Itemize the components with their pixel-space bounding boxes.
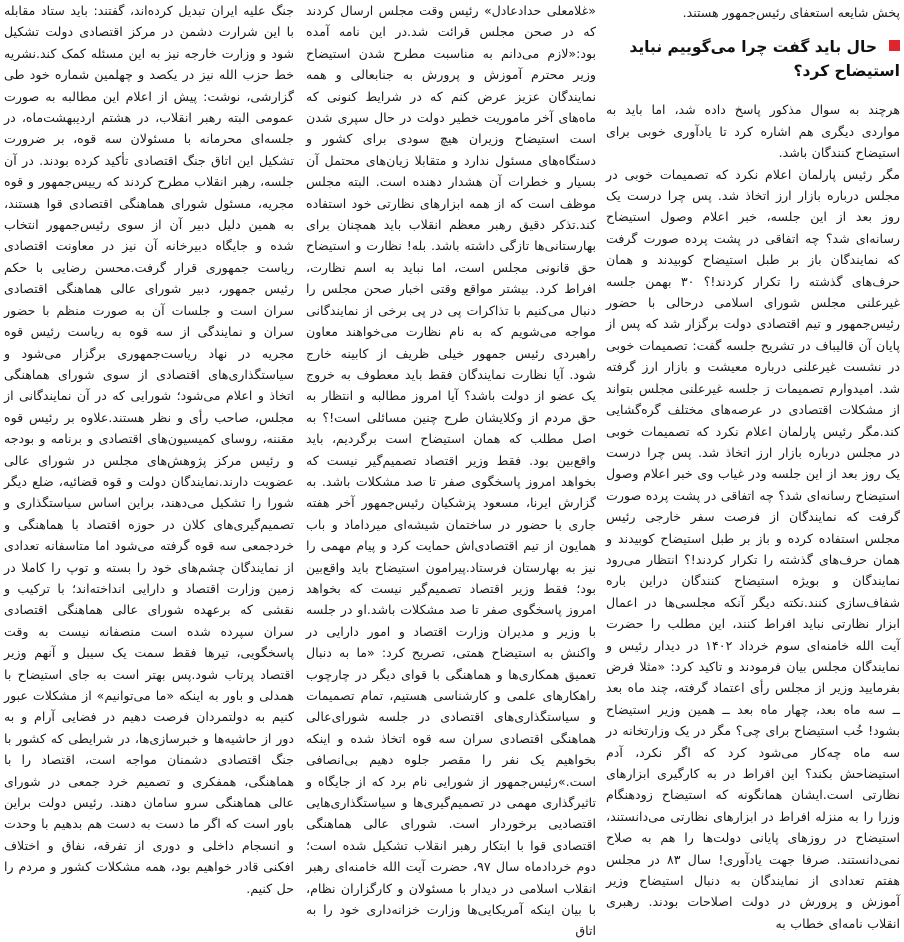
section-heading-text: حال باید گفت چرا می‌گوییم نباید استیضاح کرد؟ [629, 38, 900, 81]
red-square-bullet-icon [889, 40, 900, 51]
article-column-middle [306, 0, 597, 939]
body-paragraph: مگر رئیس پارلمان اعلام نکرد که تصمیمات خوبی در مجلس درباره بازار ارز اتخاذ شد. پس چرا درست یک روز بعد از این جلسه، خبر اعلام وصول استیضاح رسانه‌ای شد؟ چه اتفاقی در پشت پرده صورت گرفت که نمایندگان باز بر طبل استیضاح کوبیدند و همان حرف‌های گذشته را تکرار کردند!؟ ۳۰ بهمن جلسه غیرعلنی مجلس شورای اسلامی درحالی با حضور رئیس‌جمهور و تیم اقتصادی دولت برگزار شد که پس از پایان آن قالیباف در تشریح جلسه گفت: تصمیمات خوبی در نشست غیرعلنی درباره معیشت و بازار ارز گرفته شد. امیدوارم تصمیمات ز جلسه غیرعلنی مجلس بتواند از مشکلات اقتصادی در عرصه‌های مختلف گره‌گشایی کند.مگر رئیس پارلمان اعلام نکرد که تصمیمات خوبی در مجلس درباره بازار ارز اتخاذ شد. پس چرا درست یک روز بعد از این جلسه ودر غیاب وی خبر اعلام وصول استیضاح رسانه‌ای شد؟ چه اتفاقی در پشت پرده صورت گرفت که نمایندگان از فرصت سفر خارجی رئیس مجلس استفاده کرده و باز بر طبل استیضاح کوبیدند و همان حرف‌های گذشته را تکرار کردند!؟ انتظار می‌رود نمایندگان و بویژه استیضاح کنندگان دراین باره شفاف‌سازی کنند.نکته دیگر آنکه مجلسی‌ها در اعمال ابزار نظارتی نباید افراط کنند، این مطلب را حضرت آیت الله خامنه‌ای سوم خرداد ۱۴۰۲ در دیدار رئیس و نمایندگان مجلس بیان فرمودند و تاکید کرد: «مثلا فرض بفرمایید وزیر از مجلس رأی اعتماد گرفته، چند ماه بعد ــ سه ماه بعد، چهار ماه بعد ــ همین وزیر استیضاح بشود! خُب استیضاح برای چی؟ مگر در یک وزارتخانه در سه ماه چه‌کار می‌شود کرد که اگر نکرد، آدم استیضاحش بکند؟ این افراط در به کارگیری ابزارهای نظارتی است.ایشان همانگونه که استیضاح زودهنگام وزرا را به منزله افراط در ابزارهای نظارتی می‌دانستند، استیضاح در روزهای پایانی دولت‌ها را هم به صلاح نمی‌دانستند. صرفا جهت یادآوری! سال ۸۳ در مجلس هفتم تعدادی از نمایندگان به دنبال استیضاح وزیر آموزش و پرورش در دولت اصلاحات بودند. رهبری انقلاب نامه‌ای خطاب به [606, 166, 901, 931]
body-paragraph: «غلامعلی حدادعادل» رئیس وقت مجلس ارسال کردند که در صحن مجلس قرائت شد.در این نامه آمده بود:«لازم می‌دانم به مناسبت مطرح شدن استیضاح وزیر محترم آموزش و پرورش به جنابعالی و همه نمایندگان عزیز عرض کنم که در شرایط کنونی که ماه‌های آخر ماموریت خطیر دولت در حال سپری شدن است استیضاح وزیران هیچ سودی برای کشور و دستگاه‌های مسئول ندارد و متقابلا زیان‌های محتمل آن بسیار و خطرات آن هشدار دهنده است. البته مجلس موظف است که از همه ابزارهای نظارتی خود استفاده کند.تذکر دقیق رهبر معظم انقلاب باید همچنان برای بهارستانی‌ها تازگی داشته باشد. بله! نظارت و استیضاح حق قانونی مجلس است، اما نباید به اسم نظارت، افراط کرد. بیشتر مواقع وقتی اخبار صحن مجلس را دنبال می‌کنیم با تذاکرات پی در پی برخی از نمایندگانی مواجه می‌شویم که به نام نظارت می‌خواهند معاون راهبردی رئیس جمهور خیلی ظریف از کابینه خارج شود. آیا نظارت نمایندگان فقط باید معطوف به خروج یک عضو از دولت باشد؟ آیا امروز مطالبه و انتظار به حق مردم از وکلایشان طرح چنین مسائلی است!؟ به اصل مطلب که همان استیضاح است برگردیم، باید واقع‌بین بود. فقط وزیر اقتصاد تصمیم‌گیر نیست که بخواهد امروز پاسخگوی صفر تا صد مشکلات باشد. به گزارش ایرنا، مسعود پزشکیان رئیس‌جمهور آخر هفته جاری با حضور در ساختمان شیشه‌ای میرداماد و باب همایون از تیم اقتصادی‌اش حمایت کرد و پیام مهمی را نیز به بهارستان فرستاد.پیرامون استیضاح باید واقع‌بین بود؛ فقط وزیر اقتصاد تصمیم‌گیر نیست که بخواهد امروز پاسخگوی صفر تا صد مشکلات باشد.او در جلسه با وزیر و مدیران وزارت اقتصاد و امور دارایی در واکنش به استیضاح همتی، تصریح کرد: «ما به دنبال تعمیق همکاری‌ها و هماهنگی با قوای دیگر در چارچوب راهکارهای علمی و کارشناسی هستیم، تمام تصمیمات و سیاستگذاری‌های اقتصادی در جلسه شورای‌عالی هماهنگی اقتصادی سران سه قوه اتخاذ شده و اینکه بخواهیم یک نفر را مقصر جلوه دهیم بی‌انصافی است.»رئیس‌جمهور از شورایی نام برد که از جایگاه و تاثیرگذاری مهمی در تصمیم‌گیری‌ها و سیاستگذاری‌هایی اقتصادیی برخوردار است. شورای عالی هماهنگی اقتصادی قوا با ابتکار رهبر انقلاب تشکیل شده است؛ دوم خردادماه سال ۹۷، حضرت آیت الله خامنه‌ای رهبر انقلاب اسلامی در دیدار با مسئولان و کارگزاران نظام، با بیان اینکه آمریکایی‌ها وزارت خزانه‌داری خود را به اتاق [306, 3, 597, 939]
section-heading [606, 35, 900, 83]
article-column-right [606, 0, 901, 931]
body-paragraph: هرچند به سوال مذکور پاسخ داده شد، اما باید به مواردی دیگری هم اشاره کرد تا یادآوری خوبی برای استیضاح کنندگان باشد. [606, 102, 900, 161]
lead-text: پخش شایعه استعفای رئیس‌جمهور هستند. [682, 5, 900, 20]
body-paragraph: جنگ علیه ایران تبدیل کرده‌اند، گفتند: باید ستاد مقابله با این شرارت دشمن در مرکز اقتصادی دولت تشکیل شود و وزارت خارجه نیز به این مسئله کمک کند.نشریه خط حزب الله نیز در یکصد و چهلمین شماره خود طی گزارشی، نوشت: پیش از اعلام این مطالبه به صورت عمومی البته رهبر انقلاب، در هشتم اردیبهشت‌ماه، در جلسه‌ای محرمانه با مسئولان سه قوه، بر ضرورت تشکیل این اتاق جنگ اقتصادی تأکید کرده بودند. در آن جلسه، رهبر انقلاب مطرح کردند که رییس‌جمهور و قوه مجریه، مسئول شورای هماهنگی اقتصادی قوا هستند، به همین دلیل دبیر آن از سوی رئیس‌جمهور انتخاب شده و جایگاه دبیرخانه آن نیز در معاونت اقتصادی ریاست جمهوری قرار گرفت.محسن رضایی با حکم رئیس جمهور، دبیر شورای عالی هماهنگی اقتصادی سران است و جلسات آن به صورت منظم با حضور سران و نمایندگی از سه قوه به ریاست رئیس قوه مجریه در نهاد ریاست‌جمهوری برگزار می‌شود و سیاستگذاری‌های اقتصادی از سوی شورای هماهنگی اتخاذ و اعلام می‌شود؛ شورایی که در آن نمایندگانی از مجلس، صاحب رأی و نظر هستند.علاوه بر رئیس قوه مقننه، روسای کمیسیون‌های اقتصادی و برنامه و بودجه و رئیس مرکز پژوهش‌های مجلس در شورای عالی عضویت دارند.نمایندگان دولت و قوه قضائیه، ضلع دیگر شورا را تشکیل می‌دهند، براین اساس سیاستگذاری و تصمیم‌گیری‌های کلان در حوزه اقتصاد با هماهنگی و خردجمعی سه قوه گرفته می‌شود اما متاسفانه تعدادی از نمایندگان چشم‌های خود را بسته و توپ را کاملا در زمین وزارت اقتصاد و دارایی انداخته‌اند؛ با ترکیب و نقشی که برعهده شورای عالی هماهنگی اقتصادی سران سپرده شده است منصفانه نیست به وقت پاسخگویی، تیرها فقط سمت یک سیبل و آنهم وزیر اقتصاد پرتاب شود.پس بهتر است به جای استیضاح با همدلی و باور به اینکه «ما می‌توانیم» از مشکلات عبور کنیم به دولتمردان فرصت دهیم در فضایی آرام و به دور از حاشیه‌ها و خبرسازی‌ها، در شرایطی که کشور با جنگ اقتصادی دشمنان مواجه است، اقتصاد را با هماهنگی، همفکری و تصمیم خرد جمعی در شورای عالی هماهنگی سرو سامان دهند. رئیس دولت براین باور است که اگر ما دست به دست هم بدهیم با وحدت و انسجام داخلی و دوری از تفرقه، نفاق و اختلاف افکنی قادر خواهیم بود، همه مشکلات کشور و مردم را حل کنیم. [4, 3, 294, 896]
article-column-left [4, 0, 294, 896]
